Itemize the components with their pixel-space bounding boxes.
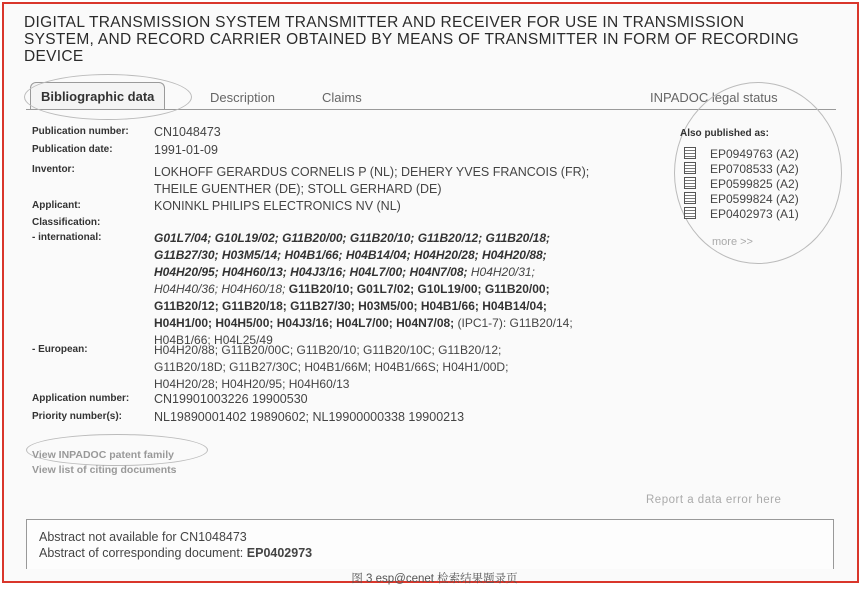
ipc-segment: H04H40/36; H04H60/18; — [154, 282, 286, 296]
priority-number: NL19890001402 19890602; NL19900000338 19900213 — [154, 410, 465, 424]
ecla-line: H04H20/88; G11B20/00C; G11B20/10; G11B20/10C; G11B20/12; — [154, 343, 502, 357]
publication-number-label: Publication number: — [32, 126, 129, 137]
abstract-corresponding: Abstract of corresponding document: EP0402973 — [39, 546, 313, 560]
inventor-value — [154, 164, 674, 197]
international-label: - international: — [32, 232, 102, 243]
also-published-item[interactable]: EP0708533 (A2) — [684, 162, 799, 177]
ipc-line — [154, 264, 674, 281]
international-classification — [154, 230, 674, 349]
classification-label: Classification: — [32, 217, 101, 228]
tab-divider — [26, 109, 836, 110]
european-label: - European: — [32, 344, 88, 355]
document-icon — [684, 162, 696, 174]
corresponding-doc-link[interactable]: EP0402973 — [246, 546, 313, 560]
ipc-segment: H04H20/31; — [467, 265, 535, 279]
applicant-value: KONINKL PHILIPS ELECTRONICS NV (NL) — [154, 199, 401, 213]
application-number-label: Application number: — [32, 393, 130, 404]
inventor-label: Inventor: — [32, 164, 75, 175]
document-icon — [684, 177, 696, 189]
european-classification — [154, 342, 674, 393]
ipc-line: H04B1/66; H04L25/49 — [154, 333, 273, 347]
ipc-line: G01L7/04; G10L19/02; G11B20/00; G11B20/10; G11B20/12; G11B20/18; — [154, 231, 550, 245]
ipc-segment: (IPC1-7): G11B20/14; — [454, 316, 573, 330]
ecla-line: H04H20/28; H04H20/95; H04H60/13 — [154, 377, 350, 391]
report-error-link[interactable]: Report a data error here — [646, 494, 782, 506]
also-published-title: Also published as: — [680, 128, 769, 139]
ipc-segment: H04H1/00; H04H5/00; H04J3/16; H04L7/00; H04N7/08; — [154, 316, 455, 330]
document-icon — [684, 207, 696, 219]
tab-description[interactable]: Description — [210, 90, 276, 105]
document-icon — [684, 147, 696, 159]
applicant-label: Applicant: — [32, 200, 81, 211]
priority-number-label: Priority number(s): — [32, 411, 123, 422]
also-published-item[interactable]: EP0599824 (A2) — [684, 192, 799, 207]
ipc-line — [154, 281, 674, 298]
figure-caption: 图 3 esp@cenet 检索结果题录页 — [351, 573, 518, 585]
ecla-line: G11B20/18D; G11B27/30C; H04B1/66M; H04B1/66S; H04H1/00D; — [154, 360, 509, 374]
ipc-segment: G11B20/10; G01L7/02; G10L19/00; G11B20/00; — [285, 282, 550, 296]
ipc-line: G11B27/30; H03M5/14; H04B1/66; H04B14/04; H04H20/28; H04H20/88; — [154, 248, 547, 262]
document-icon — [684, 192, 696, 204]
ipc-segment: H04H20/95; H04H60/13; H04J3/16; H04L7/00; H04N7/08; — [154, 265, 468, 279]
page-frame — [2, 2, 859, 583]
tab-claims[interactable]: Claims — [322, 90, 362, 105]
tab-inpadoc-legal-status[interactable]: INPADOC legal status — [650, 90, 778, 105]
publication-date-label: Publication date: — [32, 144, 113, 155]
more-link[interactable]: more >> — [712, 236, 753, 248]
publication-number: CN1048473 — [154, 125, 221, 139]
patent-title: DIGITAL TRANSMISSION SYSTEM TRANSMITTER AND RECEIVER FOR USE IN TRANSMISSION SYSTEM, AND RECORD CARRIER OBTAINED BY MEANS OF TRANSMITTER IN FORM OF RECORDING DEVICE — [24, 14, 799, 65]
also-published-item[interactable]: EP0599825 (A2) — [684, 177, 799, 192]
also-published-item[interactable]: EP0402973 (A1) — [684, 207, 799, 222]
tab-bar — [26, 82, 836, 110]
tab-bibliographic-data[interactable]: Bibliographic data — [30, 82, 165, 110]
application-number: CN19901003226 19900530 — [154, 392, 308, 406]
abstract-box — [26, 519, 834, 569]
citing-documents-link[interactable]: View list of citing documents — [32, 464, 177, 476]
inventor-line: LOKHOFF GERARDUS CORNELIS P (NL); DEHERY YVES FRANCOIS (FR); — [154, 165, 590, 179]
inventor-line: THEILE GUENTHER (DE); STOLL GERHARD (DE) — [154, 181, 442, 196]
inpadoc-family-link[interactable]: View INPADOC patent family — [32, 449, 174, 461]
publication-date: 1991-01-09 — [154, 143, 218, 157]
also-published-item[interactable]: EP0949763 (A2) — [684, 147, 799, 162]
ipc-line — [154, 315, 674, 332]
abstract-unavailable: Abstract not available for CN1048473 — [39, 530, 247, 544]
ipc-line: G11B20/12; G11B20/18; G11B27/30; H03M5/00; H04B1/66; H04B14/04; — [154, 299, 547, 313]
